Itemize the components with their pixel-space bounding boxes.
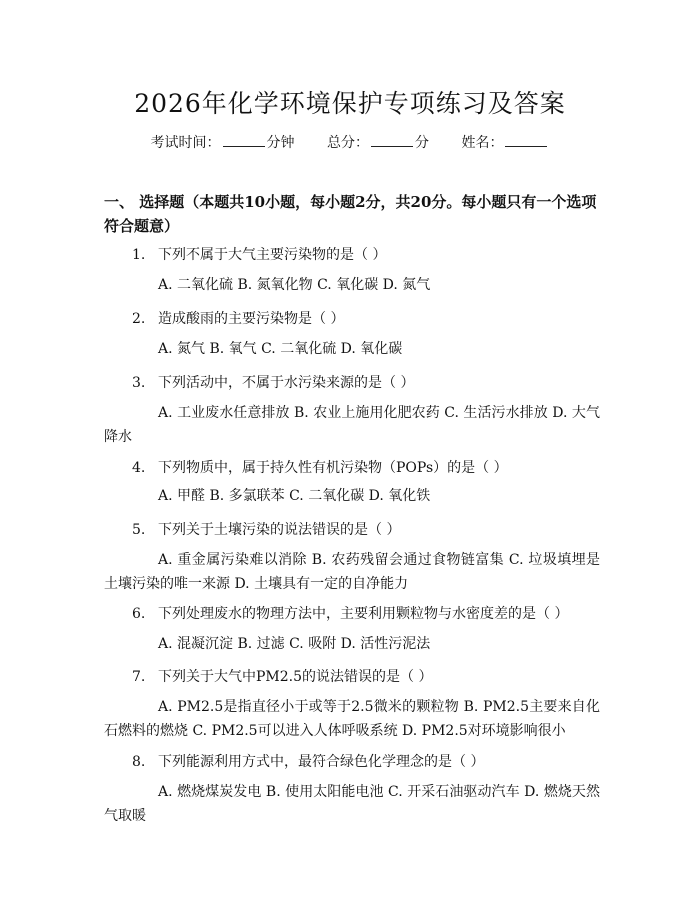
question-options: A. 甲醛 B. 多氯联苯 C. 二氧化碳 D. 氧化铁 (158, 488, 431, 504)
question-number: 6. (132, 606, 146, 622)
question-stem (132, 751, 484, 771)
time-field (151, 135, 295, 151)
time-label: 考试时间： (150, 135, 221, 151)
question-options: A. 工业废水任意排放 B. 农业上施用化肥农药 C. 生活污水排放 D. 大气降水 (104, 405, 600, 445)
question-text: 下列关于土壤污染的说法错误的是（ ） (158, 522, 401, 538)
question-options: A. PM2.5是指直径小于或等于2.5微米的颗粒物 B. PM2.5主要来自化石燃料的燃烧 C. PM2.5可以进入人体呼吸系统 D. PM2.5对环境影响很小 (104, 699, 600, 739)
time-unit: 分钟 (266, 135, 295, 151)
question-stem (132, 244, 386, 264)
question-stem (132, 519, 400, 539)
question-options: A. 重金属污染难以消除 B. 农药残留会通过食物链富集 C. 垃圾填埋是土壤污染的唯一来源 D. 土壤具有一定的自净能力 (104, 552, 600, 592)
question-options: A. 燃烧煤炭发电 B. 使用太阳能电池 C. 开采石油驱动汽车 D. 燃烧天然气取暖 (104, 784, 600, 824)
name-label: 姓名： (461, 135, 504, 151)
score-label: 总分： (327, 135, 369, 151)
question-stem (132, 666, 432, 686)
question-number: 4. (132, 460, 146, 476)
name-field (461, 135, 549, 151)
question-text: 造成酸雨的主要污染物是（ ） (158, 311, 345, 327)
name-blank[interactable] (505, 134, 547, 147)
time-blank[interactable] (223, 134, 265, 147)
question-stem (132, 457, 508, 477)
exam-title: 2026年化学环境保护专项练习及答案 (134, 89, 566, 118)
question-stem (132, 372, 414, 392)
question-text: 下列处理废水的物理方法中，主要利用颗粒物与水密度差的是（ ） (158, 606, 569, 622)
score-blank[interactable] (371, 134, 413, 147)
section-heading: 一、 选择题（本题共10小题，每小题2分，共20分。每小题只有一个选项符合题意） (104, 193, 597, 235)
score-unit: 分 (415, 135, 429, 151)
question-options: A. 氮气 B. 氧气 C. 二氧化硫 D. 氧化碳 (158, 341, 403, 357)
question-number: 1. (132, 247, 146, 263)
question-text: 下列能源利用方式中，最符合绿色化学理念的是（ ） (158, 754, 485, 770)
question-number: 8. (132, 754, 146, 770)
question-options: A. 混凝沉淀 B. 过滤 C. 吸附 D. 活性污泥法 (158, 636, 431, 652)
question-stem (132, 308, 344, 328)
exam-meta (0, 132, 700, 152)
question-options: A. 二氧化硫 B. 氮氧化物 C. 氧化碳 D. 氮气 (158, 277, 431, 293)
question-text: 下列活动中，不属于水污染来源的是（ ） (158, 375, 415, 391)
question-number: 2. (132, 311, 146, 327)
question-text: 下列关于大气中PM2.5的说法错误的是（ ） (158, 669, 433, 685)
question-stem (132, 603, 568, 623)
question-number: 3. (132, 375, 146, 391)
question-number: 7. (132, 669, 146, 685)
question-number: 5. (132, 522, 146, 538)
question-text: 下列物质中，属于持久性有机污染物（POPs）的是（ ） (158, 460, 508, 476)
score-field (327, 135, 429, 151)
question-text: 下列不属于大气主要污染物的是（ ） (158, 247, 387, 263)
